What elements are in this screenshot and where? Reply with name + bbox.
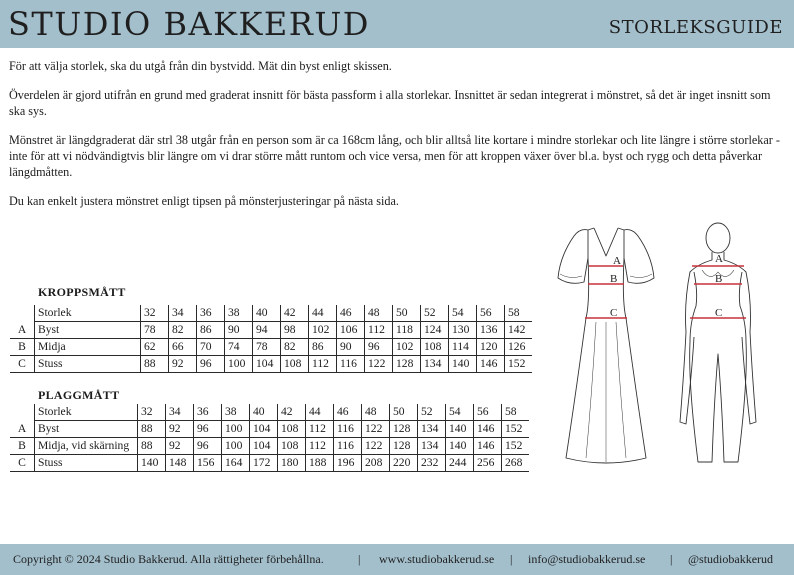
value-cell: 232 (418, 455, 446, 472)
row-letter-blank (10, 305, 35, 322)
value-cell: 96 (194, 438, 222, 455)
size-cell: 36 (194, 404, 222, 421)
row-name: Stuss (35, 356, 141, 373)
value-cell: 146 (474, 421, 502, 438)
size-cell: 48 (362, 404, 390, 421)
value-cell: 112 (309, 356, 337, 373)
value-cell: 126 (505, 339, 533, 356)
value-cell: 86 (309, 339, 337, 356)
size-cell: 56 (474, 404, 502, 421)
table-row (10, 339, 532, 356)
value-cell: 152 (505, 356, 533, 373)
body-label-b: B (715, 273, 723, 285)
value-cell: 88 (138, 438, 166, 455)
page-title: STORLEKSGUIDE (608, 17, 783, 38)
size-cell: 56 (477, 305, 505, 322)
value-cell: 136 (477, 322, 505, 339)
value-cell: 208 (362, 455, 390, 472)
value-cell: 128 (390, 438, 418, 455)
row-name: Stuss (35, 455, 138, 472)
value-cell: 82 (281, 339, 309, 356)
size-cell: 40 (253, 305, 281, 322)
value-cell: 134 (421, 356, 449, 373)
value-cell: 180 (278, 455, 306, 472)
value-cell: 140 (446, 421, 474, 438)
size-cell: 44 (306, 404, 334, 421)
value-cell: 122 (362, 421, 390, 438)
dress-label-c: C (610, 307, 618, 319)
value-cell: 104 (250, 421, 278, 438)
row-name: Midja (35, 339, 141, 356)
size-cell: 58 (505, 305, 533, 322)
value-cell: 100 (222, 438, 250, 455)
value-cell: 92 (169, 356, 197, 373)
value-cell: 102 (309, 322, 337, 339)
size-cell: 34 (166, 404, 194, 421)
value-cell: 104 (253, 356, 281, 373)
value-cell: 116 (334, 438, 362, 455)
value-cell: 140 (138, 455, 166, 472)
garment-measurements-title: PLAGGMÅTT (38, 388, 120, 402)
row-letter: B (10, 438, 35, 455)
size-cell: 52 (418, 404, 446, 421)
intro-paragraph-3: Mönstret är längdgraderat där strl 38 utgår från en person som är ca 168cm lång, och blir alltså lite kortare i mindre storlekar och lite längre i större storlekar - inte för att vi nödvändigtvis blir längre om vi drar större mått runtom och vice versa, men för att kroppen växer över bl.a. byst och rygg och detta påverkar längdmåtten. (9, 133, 780, 179)
value-cell: 152 (502, 438, 530, 455)
row-letter: C (10, 356, 35, 373)
dress-illustration (558, 228, 654, 463)
value-cell: 134 (418, 438, 446, 455)
value-cell: 128 (393, 356, 421, 373)
size-cell: 32 (138, 404, 166, 421)
body-label-c: C (715, 307, 723, 319)
size-cell: 34 (169, 305, 197, 322)
intro-text (9, 58, 785, 222)
size-header-row (10, 305, 532, 322)
footer-separator-1: | (358, 552, 361, 566)
value-cell: 268 (502, 455, 530, 472)
value-cell: 130 (449, 322, 477, 339)
footer-separator-3: | (670, 552, 673, 566)
value-cell: 256 (474, 455, 502, 472)
value-cell: 98 (281, 322, 309, 339)
value-cell: 78 (253, 339, 281, 356)
size-cell: 42 (278, 404, 306, 421)
value-cell: 82 (169, 322, 197, 339)
value-cell: 66 (169, 339, 197, 356)
brand-logo: STUDIO BAKKERUD (8, 5, 370, 43)
value-cell: 118 (393, 322, 421, 339)
value-cell: 94 (253, 322, 281, 339)
value-cell: 108 (421, 339, 449, 356)
value-cell: 116 (334, 421, 362, 438)
value-cell: 74 (225, 339, 253, 356)
value-cell: 220 (390, 455, 418, 472)
row-letter: B (10, 339, 35, 356)
table-row (10, 322, 532, 339)
size-cell: 48 (365, 305, 393, 322)
value-cell: 146 (477, 356, 505, 373)
size-cell: 38 (225, 305, 253, 322)
row-name: Byst (35, 322, 141, 339)
size-cell: 38 (222, 404, 250, 421)
body-measurements-title: KROPPSMÅTT (38, 285, 126, 299)
footer-instagram-link[interactable]: @studiobakkerud (688, 552, 774, 566)
size-cell: 54 (449, 305, 477, 322)
value-cell: 102 (393, 339, 421, 356)
body-label-a: A (715, 253, 723, 265)
value-cell: 92 (166, 421, 194, 438)
body-measurements-table (10, 305, 532, 373)
table-row (10, 356, 532, 373)
value-cell: 86 (197, 322, 225, 339)
footer-website-link[interactable]: www.studiobakkerud.se (379, 552, 495, 566)
table-row (10, 421, 529, 438)
intro-paragraph-2: Överdelen är gjord utifrån en grund med graderat insnitt för bästa passform i alla storlekar. Insnittet är sedan integrerat i mönstret, så det är inget insnitt som ska sys. (9, 88, 771, 118)
value-cell: 142 (505, 322, 533, 339)
value-cell: 88 (141, 356, 169, 373)
value-cell: 148 (166, 455, 194, 472)
value-cell: 134 (418, 421, 446, 438)
value-cell: 124 (421, 322, 449, 339)
value-cell: 112 (306, 421, 334, 438)
value-cell: 116 (337, 356, 365, 373)
value-cell: 164 (222, 455, 250, 472)
value-cell: 244 (446, 455, 474, 472)
dress-label-b: B (610, 273, 618, 285)
garment-measurements-table (10, 404, 529, 472)
intro-paragraph-4: Du kan enkelt justera mönstret enligt tipsen på mönsterjusteringar på nästa sida. (9, 194, 399, 208)
value-cell: 78 (141, 322, 169, 339)
value-cell: 140 (446, 438, 474, 455)
header-bar (0, 0, 794, 48)
footer-separator-2: | (510, 552, 513, 566)
value-cell: 112 (306, 438, 334, 455)
size-cell: 36 (197, 305, 225, 322)
size-cell: 44 (309, 305, 337, 322)
value-cell: 90 (337, 339, 365, 356)
value-cell: 146 (474, 438, 502, 455)
size-cell: 54 (446, 404, 474, 421)
row-letter: C (10, 455, 35, 472)
size-cell: 50 (390, 404, 418, 421)
size-cell: 40 (250, 404, 278, 421)
size-label: Storlek (35, 305, 141, 322)
value-cell: 122 (362, 438, 390, 455)
size-cell: 46 (337, 305, 365, 322)
row-name: Midja, vid skärning (35, 438, 138, 455)
value-cell: 96 (194, 421, 222, 438)
size-cell: 46 (334, 404, 362, 421)
value-cell: 108 (278, 421, 306, 438)
row-letter: A (10, 421, 35, 438)
value-cell: 120 (477, 339, 505, 356)
value-cell: 122 (365, 356, 393, 373)
value-cell: 96 (197, 356, 225, 373)
value-cell: 128 (390, 421, 418, 438)
value-cell: 92 (166, 438, 194, 455)
row-name: Byst (35, 421, 138, 438)
value-cell: 196 (334, 455, 362, 472)
size-cell: 58 (502, 404, 530, 421)
value-cell: 88 (138, 421, 166, 438)
value-cell: 106 (337, 322, 365, 339)
value-cell: 100 (222, 421, 250, 438)
size-cell: 32 (141, 305, 169, 322)
value-cell: 100 (225, 356, 253, 373)
footer-email-link[interactable]: info@studiobakkerud.se (528, 552, 646, 566)
size-cell: 42 (281, 305, 309, 322)
value-cell: 156 (194, 455, 222, 472)
value-cell: 96 (365, 339, 393, 356)
value-cell: 172 (250, 455, 278, 472)
value-cell: 108 (278, 438, 306, 455)
value-cell: 108 (281, 356, 309, 373)
value-cell: 114 (449, 339, 477, 356)
size-cell: 52 (421, 305, 449, 322)
value-cell: 188 (306, 455, 334, 472)
footer-bar (0, 544, 794, 575)
table-row (10, 438, 529, 455)
size-cell: 50 (393, 305, 421, 322)
dress-label-a: A (613, 255, 621, 267)
value-cell: 62 (141, 339, 169, 356)
value-cell: 140 (449, 356, 477, 373)
value-cell: 112 (365, 322, 393, 339)
value-cell: 70 (197, 339, 225, 356)
row-letter: A (10, 322, 35, 339)
intro-paragraph-1: För att välja storlek, ska du utgå från din bystvidd. Mät din byst enligt skissen. (9, 59, 392, 73)
size-header-row (10, 404, 529, 421)
measurement-figures (552, 222, 788, 470)
value-cell: 90 (225, 322, 253, 339)
footer-copyright: Copyright © 2024 Studio Bakkerud. Alla rättigheter förbehållna. (13, 552, 324, 566)
row-letter-blank (10, 404, 35, 421)
size-label: Storlek (35, 404, 138, 421)
value-cell: 104 (250, 438, 278, 455)
value-cell: 152 (502, 421, 530, 438)
table-row (10, 455, 529, 472)
